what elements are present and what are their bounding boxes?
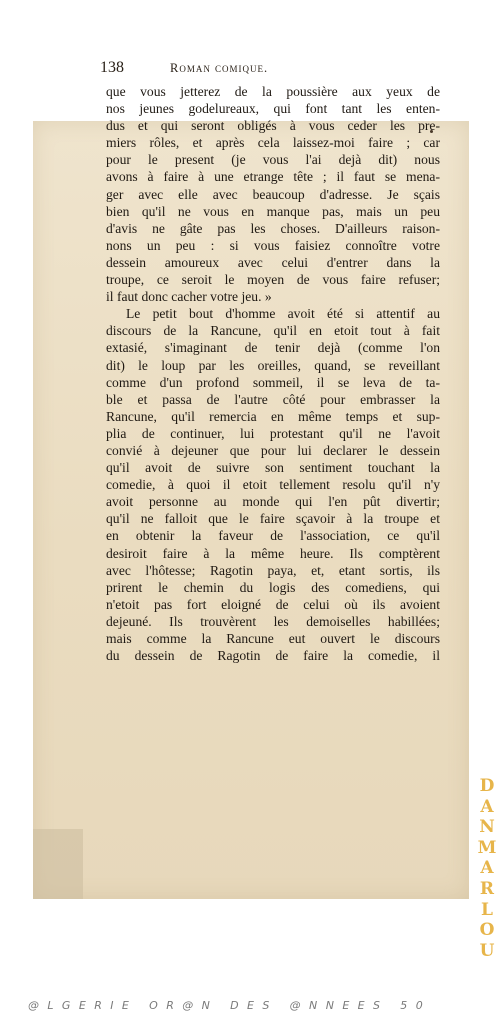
text-line: ger avec elle avec beaucoup d'adresse. Je sçais [106,186,440,202]
footer-watermark: @LGERIE OR@N DES @NNEES 50 [28,999,432,1012]
text-line: du dessein de Ragotin de faire la comedie, il [106,648,440,664]
watermark-letter: M [477,837,497,858]
text-line: troupe, ce seroit le moyen de vous faire refuser; [106,272,440,288]
danmarlou-watermark [476,776,498,961]
watermark-letter: A [480,796,494,817]
text-line: nons un peu : si vous faisiez connoître votre [106,237,440,253]
text-line: comme d'un profond sommeil, il se leva de ta- [106,374,440,390]
text-line: Le petit bout d'homme avoit été si attentif au [126,306,440,322]
text-line: mais comme la Rancune eut ouvert le discours [106,631,440,646]
watermark-letter: L [481,899,493,920]
text-line: comedie, à quoi il etoit tellement resolu qu'il n'y [106,477,440,493]
text-line: n'etoit pas fort eloigné de celui où ils avoient [106,596,440,612]
watermark-letter: D [479,776,495,796]
text-line: avoit personne au monde qui l'en pût divertir; [106,494,440,510]
text-line: miers rôles, et après cela laissez-moi faire ; car [106,135,440,151]
text-line: qu'il avoit de suivre son sentiment touchant la [106,460,440,476]
text-line: Rancune, qu'il remercia en même temps et sup- [106,408,440,424]
text-line: desiroit faire à la même heure. Ils comptèrent [106,545,440,561]
page-stain [33,829,83,899]
watermark-letter: O [479,920,495,941]
running-head [100,59,408,79]
text-line: d'avis ne gâte pas les choses. D'ailleurs raison- [106,220,440,236]
text-line: extasié, s'imaginant de tenir dejà (comme l'on [106,340,440,356]
watermark-letter: R [479,878,495,899]
text-line: dejeuné. Ils trouvèrent les demoiselles habillées; [106,613,440,629]
text-line: dessein amoureux avec celui d'entrer dans la [106,254,440,270]
text-line: qu'il ne falloit que le faire sçavoir à la troupe et [106,511,440,527]
body-text [106,83,440,664]
watermark-letter: N [479,817,495,838]
running-title: Roman comique. [170,61,269,75]
text-line: discours de la Rancune, qu'il en etoit tout à fait [106,323,440,339]
watermark-letter: U [479,940,495,961]
text-line: pour le present (je vous l'ai dejà dit) nous [106,152,440,168]
text-line: prirent le chemin du logis des comediens, qui [106,579,440,595]
text-line: en obtenir la faveur de l'association, ce qu'il [106,528,440,544]
text-line: nos jeunes godelureaux, qui font tant les enten- [106,101,440,117]
text-line: avec l'hôtesse; Ragotin paya, et, etant sortis, ils [106,562,440,578]
watermark-letter: A [480,858,494,879]
text-line: convié à dejeuner que pour lui declarer le dessein [106,442,440,458]
page-number: 138 [100,59,124,76]
text-line: il faut donc cacher votre jeu. » [106,289,272,305]
text-line: que vous jetterez de la poussière aux yeux de [106,84,440,99]
text-line: ble et passa de l'autre côté pour embrasser la [106,391,440,407]
text-line: bien qu'il ne vous en manque pas, mais un peu [106,203,440,219]
text-line: plia de continuer, lui protestant qu'il ne l'avoit [106,425,440,441]
text-line: dit) le loup par les oreilles, quand, se reveillant [106,357,440,373]
text-line: avons à faire à une etrange tête ; il faut se mena- [106,169,440,185]
text-line: dus et qui seront obligés à vous ceder les pre- [106,118,440,134]
